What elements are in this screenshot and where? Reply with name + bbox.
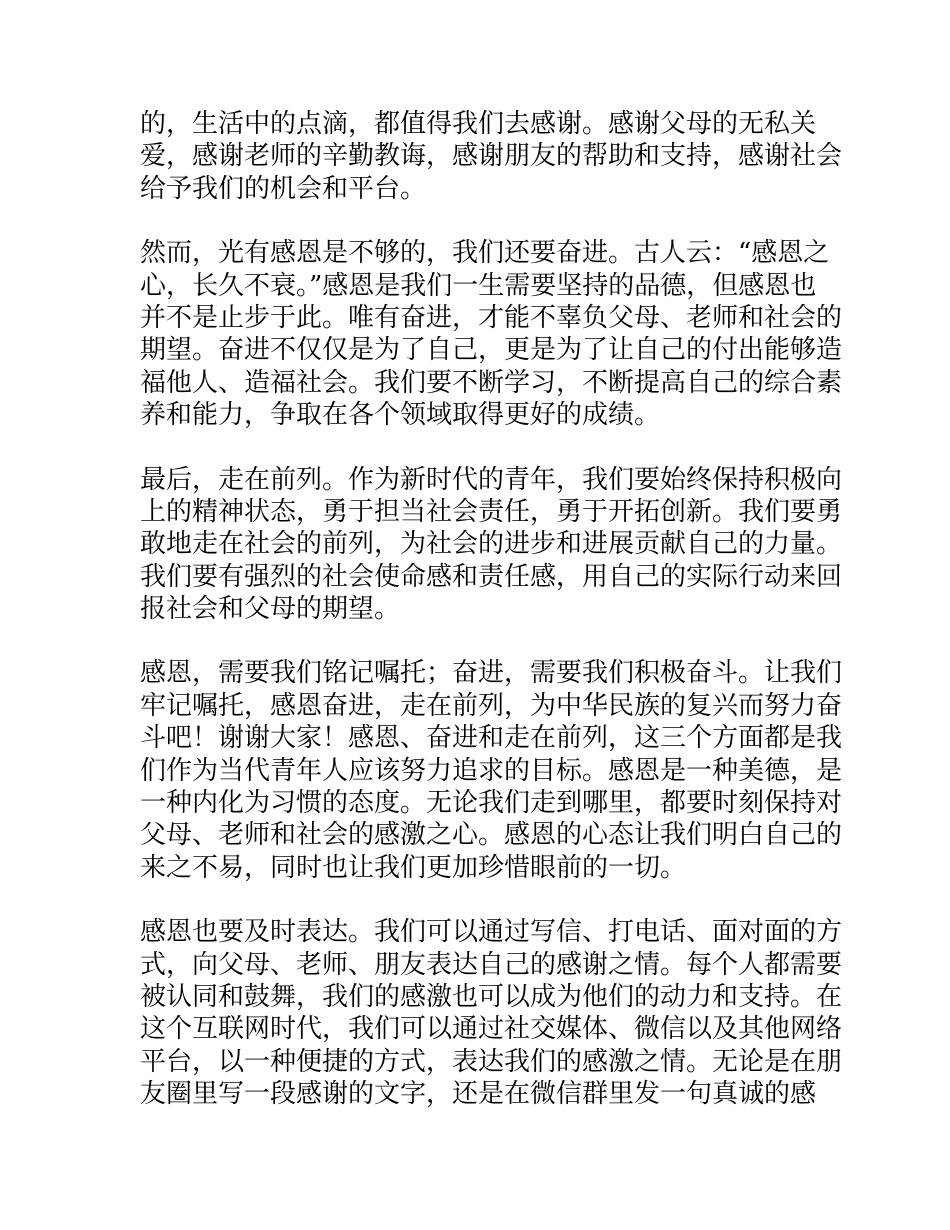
text-line: 一种内化为习惯的态度。无论我们走到哪里，都要时刻保持对 — [140, 788, 843, 819]
paragraph-4 — [140, 657, 843, 884]
paragraph-2 — [140, 237, 843, 431]
text-line: 式，向父母、老师、朋友表达自己的感谢之情。每个人都需要 — [140, 949, 843, 980]
text-line: 们作为当代青年人应该努力追求的目标。感恩是一种美德，是 — [140, 755, 843, 786]
text-line: 这个互联网时代，我们可以通过社交媒体、微信以及其他网络 — [140, 1014, 843, 1045]
paragraph-5 — [140, 916, 843, 1110]
text-line: 福他人、造福社会。我们要不断学习，不断提高自己的综合素 — [140, 367, 843, 398]
text-line: 来之不易，同时也让我们更加珍惜眼前的一切。 — [140, 852, 687, 883]
text-line: 感恩，需要我们铭记嘱托；奋进，需要我们积极奋斗。让我们 — [140, 658, 843, 689]
text-line: 的，生活中的点滴，都值得我们去感谢。感谢父母的无私关 — [140, 109, 817, 139]
text-line: 父母、老师和社会的感激之心。感恩的心态让我们明白自己的 — [140, 820, 843, 851]
text-line: 给予我们的机会和平台。 — [140, 173, 427, 204]
text-line: 平台，以一种便捷的方式，表达我们的感激之情。无论是在朋 — [140, 1046, 843, 1077]
text-line: 并不是止步于此。唯有奋进，才能不辜负父母、老师和社会的 — [140, 302, 843, 333]
text-line: 养和能力，争取在各个领域取得更好的成绩。 — [140, 400, 661, 431]
text-line: 友圈里写一段感谢的文字，还是在微信群里发一句真诚的感 — [140, 1079, 817, 1110]
text-line: 敢地走在社会的前列，为社会的进步和进展贡献自己的力量。 — [140, 529, 843, 560]
paragraph-3 — [140, 464, 843, 626]
text-line: 牢记嘱托，感恩奋进，走在前列，为中华民族的复兴而努力奋 — [140, 690, 843, 721]
document-body — [140, 108, 843, 1143]
text-line: 我们要有强烈的社会使命感和责任感，用自己的实际行动来回 — [140, 561, 843, 592]
text-line: 上的精神状态，勇于担当社会责任，勇于开拓创新。我们要勇 — [140, 496, 843, 527]
text-line: 被认同和鼓舞，我们的感激也可以成为他们的动力和支持。在 — [140, 981, 843, 1012]
text-line: 最后，走在前列。作为新时代的青年，我们要始终保持积极向 — [140, 464, 843, 495]
text-line: 心，长久不衰。”感恩是我们一生需要坚持的品德，但感恩也 — [140, 270, 817, 301]
text-line: 爱，感谢老师的辛勤教诲，感谢朋友的帮助和支持，感谢社会 — [140, 141, 843, 172]
text-line: 期望。奋进不仅仅是为了自己，更是为了让自己的付出能够造 — [140, 335, 843, 366]
paragraph-1 — [140, 108, 843, 205]
text-line: 斗吧！谢谢大家！感恩、奋进和走在前列，这三个方面都是我 — [140, 723, 843, 754]
text-line: 然而，光有感恩是不够的，我们还要奋进。古人云：“感恩之 — [140, 238, 830, 269]
text-line: 感恩也要及时表达。我们可以通过写信、打电话、面对面的方 — [140, 917, 843, 948]
text-line: 报社会和父母的期望。 — [140, 594, 401, 625]
